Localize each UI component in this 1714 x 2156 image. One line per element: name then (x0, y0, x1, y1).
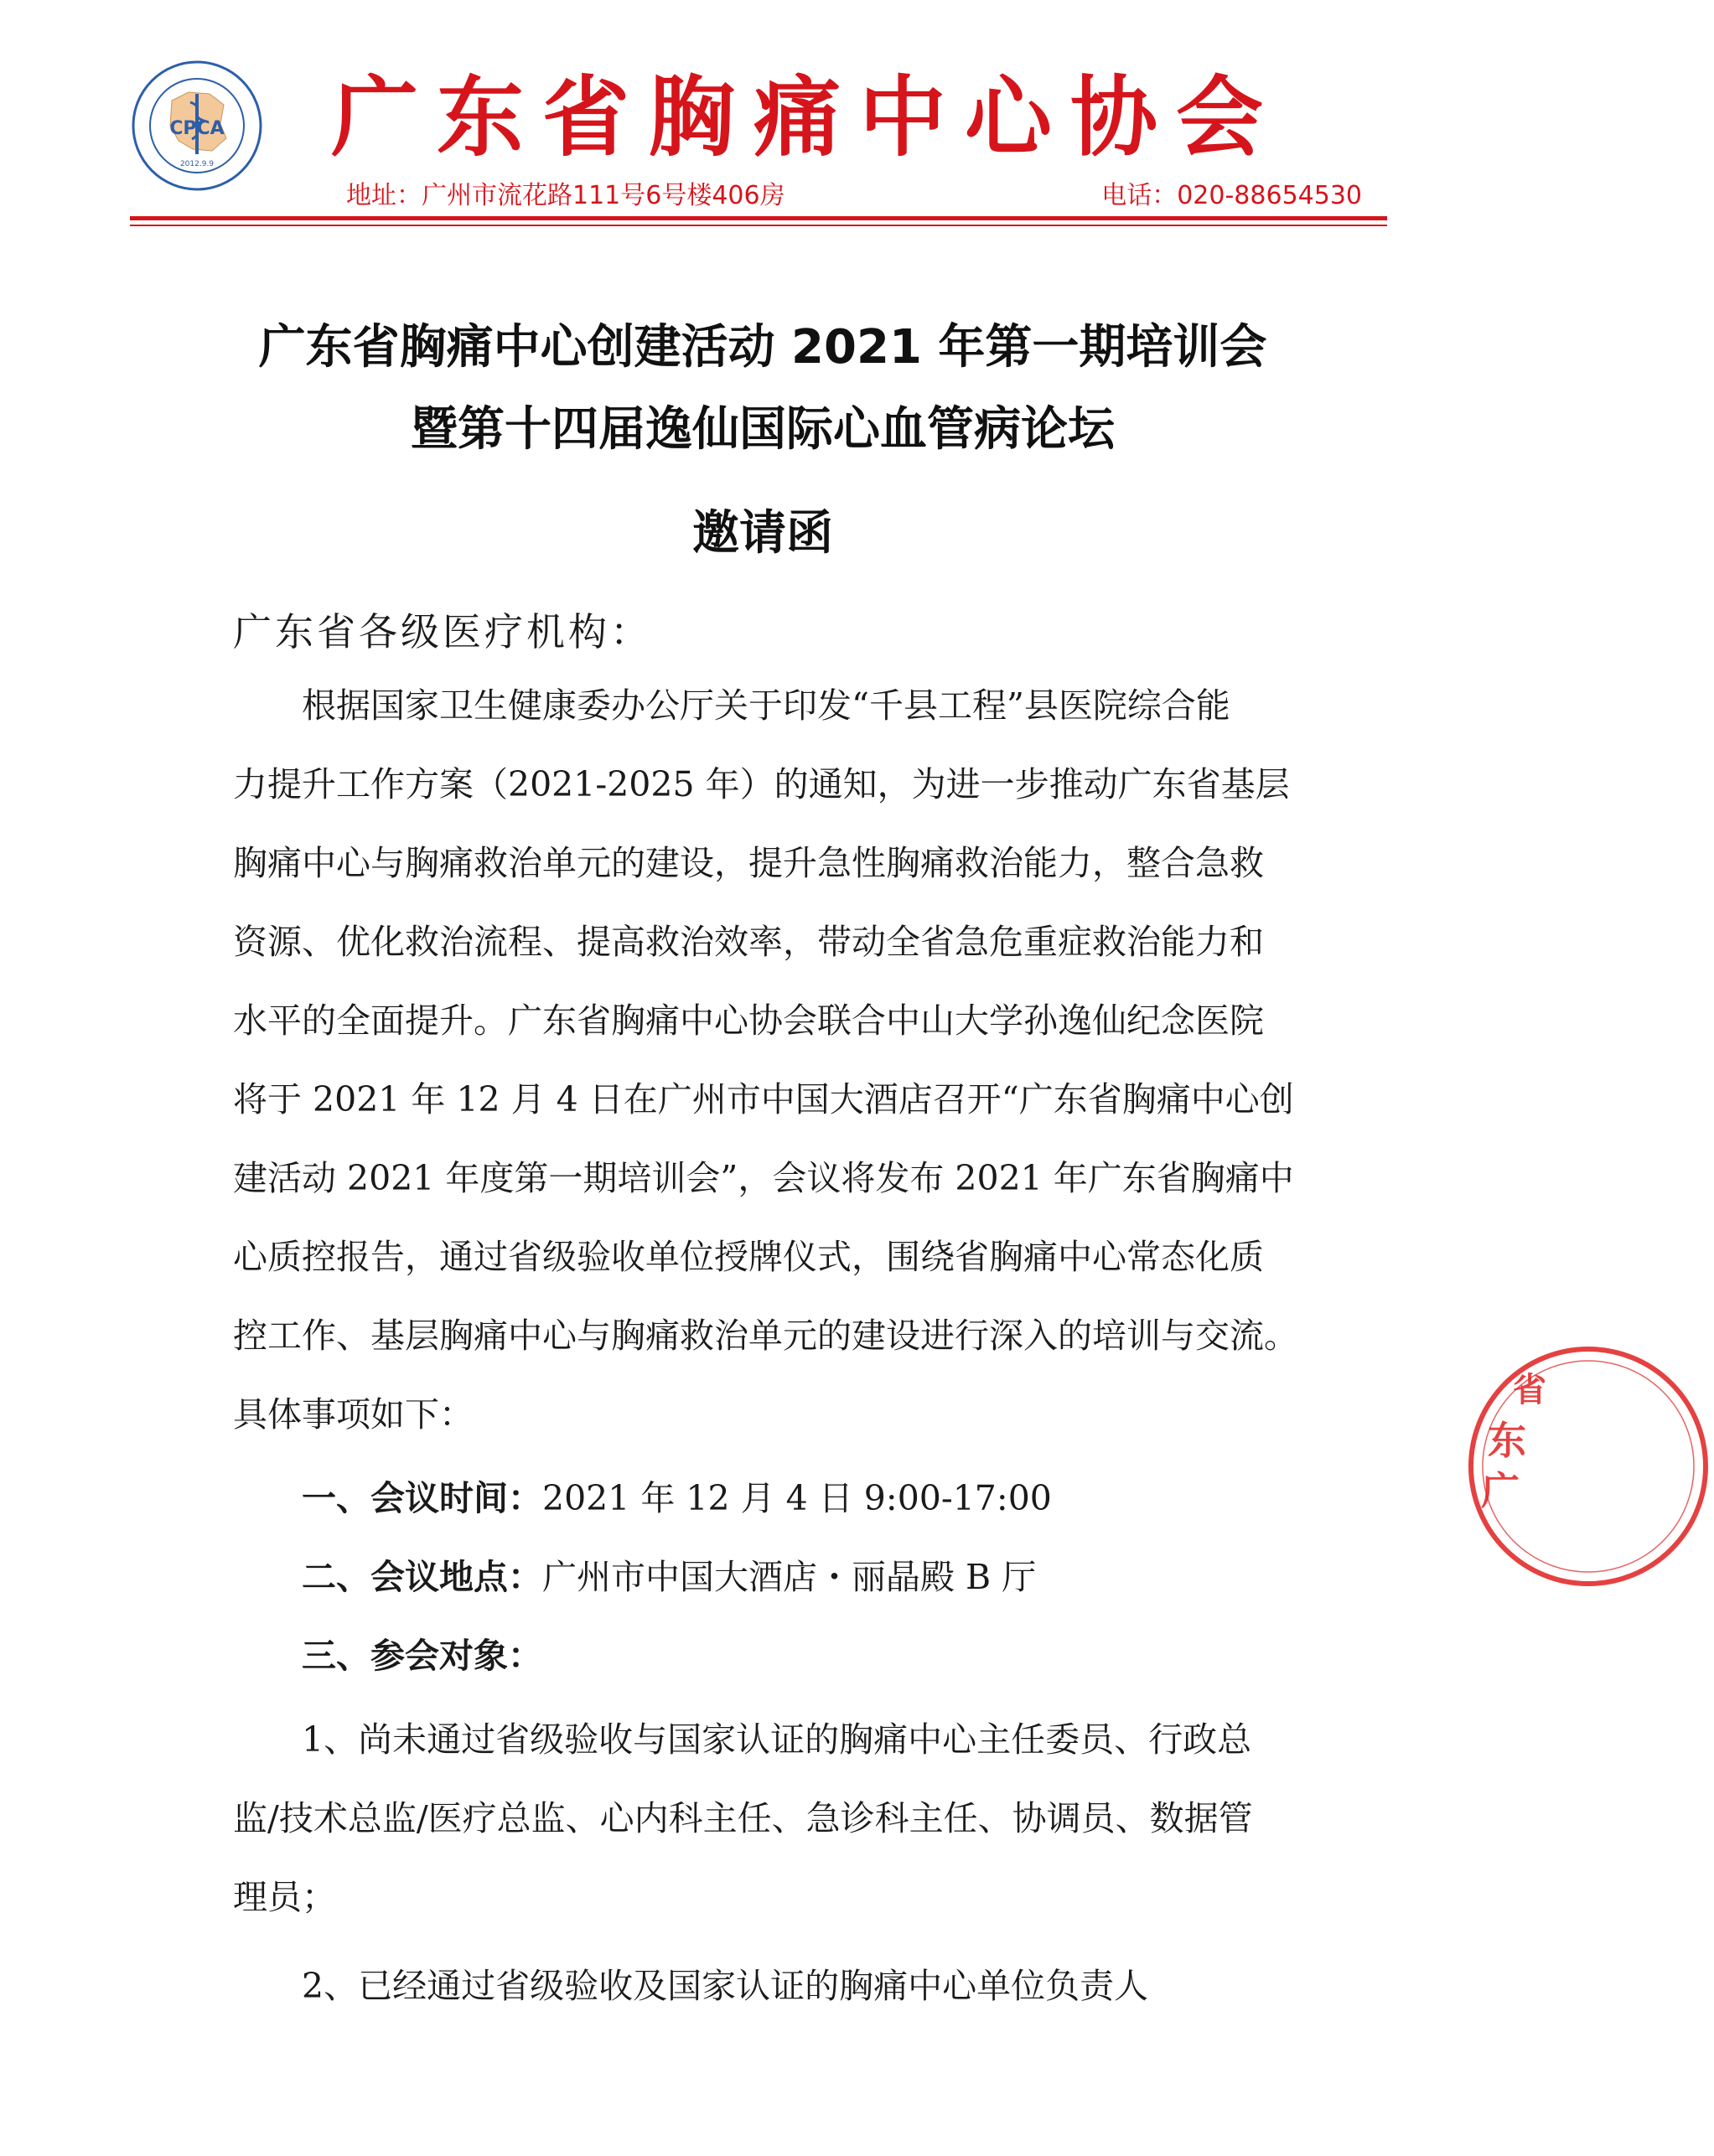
audience-item (302, 1636, 1375, 1677)
body-line: 胸痛中心与胸痛救治单元的建设，提升急性胸痛救治能力，整合急救 (233, 843, 1264, 883)
letterhead (130, 59, 1387, 251)
address: 地址：广州市流花路111号6号楼406房 (346, 181, 785, 210)
stamp-text: 东 (1488, 1418, 1526, 1463)
association-logo (130, 59, 264, 193)
letterhead-rule-thin (130, 225, 1387, 226)
document-title-invitation: 邀请函 (692, 506, 833, 561)
organization-name: 广东省胸痛中心协会 (331, 65, 1282, 168)
audience-line: 理员； (233, 1877, 336, 1917)
document-title-line-1: 广东省胸痛中心创建活动 2021 年第一期培训会 (258, 320, 1267, 375)
audience-line: 1、尚未通过省级验收与国家认证的胸痛中心主任委员、行政总 (302, 1719, 1252, 1760)
audience-label: 三、参会对象： (302, 1636, 542, 1676)
logo-year: 2012.9.9 (179, 160, 215, 168)
letterhead-rule (130, 216, 1387, 220)
meeting-place-label: 二、会议地点： (302, 1557, 542, 1597)
body-line: 控工作、基层胸痛中心与胸痛救治单元的建设进行深入的培训与交流。 (233, 1316, 1298, 1356)
body-line: 根据国家卫生健康委办公厅关于印发“千县工程”县医院综合能 (302, 685, 1230, 726)
body-line: 资源、优化救治流程、提高救治效率，带动全省急危重症救治能力和 (233, 922, 1264, 962)
document-title-line-2: 暨第十四届逸仙国际心血管病论坛 (411, 402, 1115, 457)
audience-line: 2、已经通过省级验收及国家认证的胸痛中心单位负责人 (302, 1966, 1149, 2006)
body-line: 水平的全面提升。广东省胸痛中心协会联合中山大学孙逸仙纪念医院 (233, 1000, 1264, 1041)
body-line: 将于 2021 年 12 月 4 日在广州市中国大酒店召开“广东省胸痛中心创 (233, 1079, 1294, 1119)
body-line: 心质控报告，通过省级验收单位授牌仪式，围绕省胸痛中心常态化质 (233, 1237, 1264, 1277)
logo-text: CPCA (169, 118, 225, 139)
body-line: 具体事项如下： (233, 1394, 474, 1435)
meeting-time-value: 2021 年 12 月 4 日 9:00-17:00 (542, 1478, 1052, 1518)
phone: 电话：020-88654530 (1101, 181, 1362, 210)
stamp-text-2: 广 (1481, 1468, 1520, 1513)
meeting-time-label: 一、会议时间： (302, 1478, 542, 1518)
meeting-place-item (302, 1557, 1375, 1598)
body-line: 力提升工作方案（2021-2025 年）的通知，为进一步推动广东省基层 (233, 764, 1290, 804)
audience-line: 监/技术总监/医疗总监、心内科主任、急诊科主任、协调员、数据管 (233, 1798, 1253, 1838)
meeting-time-item (302, 1478, 1375, 1519)
body-line: 建活动 2021 年度第一期培训会”，会议将发布 2021 年广东省胸痛中 (233, 1158, 1294, 1198)
meeting-place-value: 广州市中国大酒店・丽晶殿 B 厅 (542, 1557, 1037, 1597)
salutation: 广东省各级医疗机构： (233, 609, 652, 654)
stamp-text-3: 省 (1513, 1370, 1546, 1409)
official-seal-stamp (1463, 1341, 1714, 1592)
